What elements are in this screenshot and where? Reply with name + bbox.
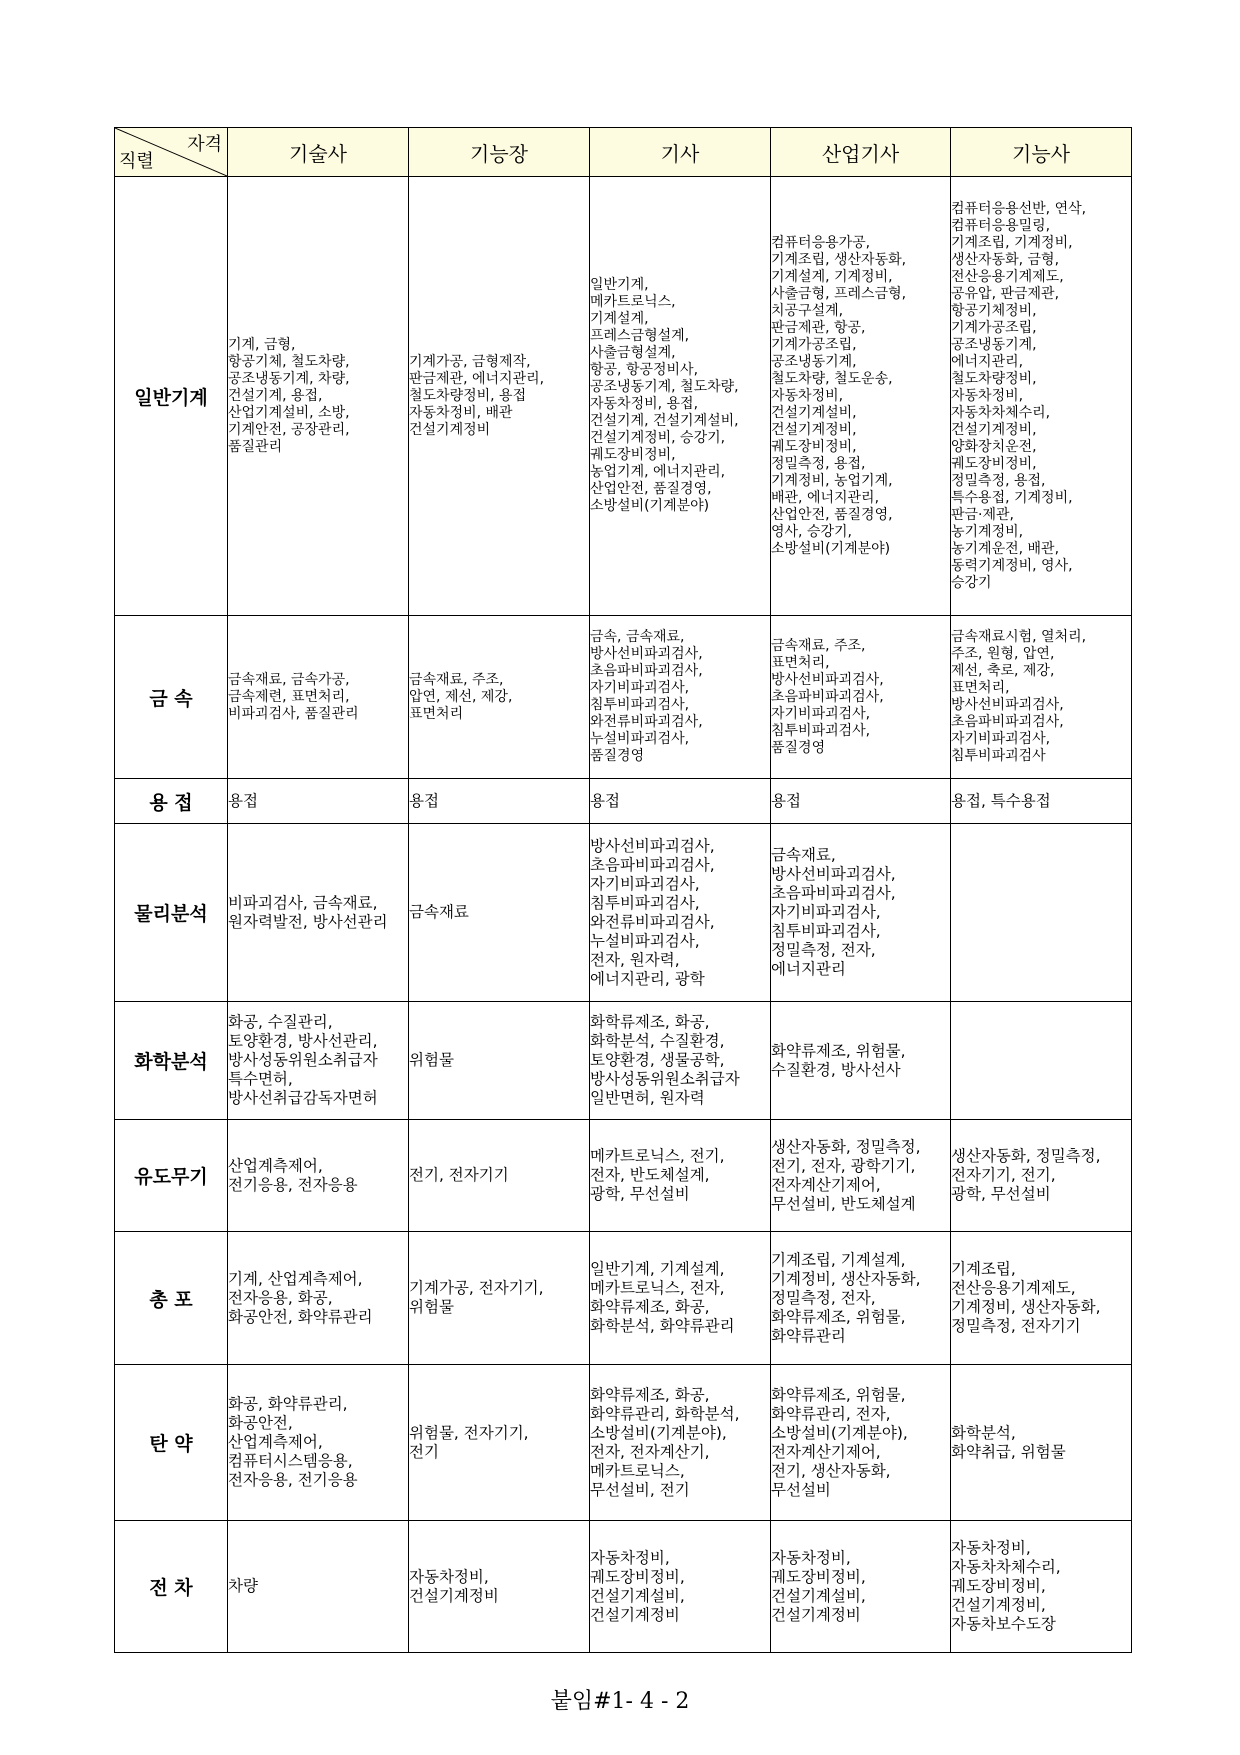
column-header-professional-engineer: 기술사 [228,128,409,177]
table-cell [409,1521,590,1653]
table-row [115,1120,1132,1232]
table-cell [771,1002,951,1120]
cell-text: 화공, 수질관리, 토양환경, 방사선관리, 방사성동위원소취급자 특수면허, 방사선취급감독자면허 [228,1013,378,1107]
table-cell [951,1521,1132,1653]
table-cell [951,1002,1132,1120]
cell-text: 용접, 특수용접 [951,791,1051,810]
cell-text: 용접 [771,791,801,810]
table-row [115,1365,1132,1521]
cell-text: 위험물 [409,1051,454,1069]
table-cell [771,1120,951,1232]
table-cell [228,1002,409,1120]
cell-text: 화약류제조, 위험물, 수질환경, 방사선사 [771,1041,906,1079]
cell-text: 기계조립, 기계설계, 기계정비, 생산자동화, 정밀측정, 전자, 화약류제조, 위험물, 화약류관리 [771,1250,921,1345]
page-number-footer: 붙임#1- 4 - 2 [550,1689,690,1714]
table-cell [409,1002,590,1120]
row-header: 화학분석 [115,1002,228,1120]
corner-header [115,128,228,177]
row-header: 일반기계 [115,177,228,616]
table-cell [590,779,771,824]
cell-text: 컴퓨터응용가공, 기계조립, 생산자동화, 기계설계, 기계정비, 사출금형, 프레스금형, 치공구설계, 판금제관, 항공, 기계가공조립, 공조냉동기계, 철도차량, 철도운송, 자동차정비, 건설기계설비, 건설기계정비, 궤도장비정비, 정밀측정, 용접, 기계정비, 농업기계, 배관, 에너지관리, 산업안전, 품질경영, 영사, 승강기, 소방설비(기계분야) [771,234,907,557]
table-cell [771,177,951,616]
table-cell [951,824,1132,1002]
cell-text: 금속재료, 주조, 표면처리, 방사선비파괴검사, 초음파비파괴검사, 자기비파괴검사, 침투비파괴검사, 품질경영 [771,637,884,756]
cell-text: 일반기계, 메카트로닉스, 기계설계, 프레스금형설계, 사출금형설계, 항공, 항공정비사, 공조냉동기계, 철도차량, 자동차정비, 용접, 건설기계, 건설기계설비, 건설기계정비, 승강기, 궤도장비정비, 농업기계, 에너지관리, 산업안전, 품질경영, 소방설비(기계분야) [590,277,739,514]
table-cell [228,616,409,779]
cell-text: 용접 [590,791,620,810]
table-cell [590,1365,771,1521]
cell-text: 화학류제조, 화공, 화학분석, 수질환경, 토양환경, 생물공학, 방사성동위원소취급자 일반면허, 원자력 [590,1013,740,1107]
column-header-industrial-engineer: 산업기사 [771,128,951,177]
table-cell [228,1120,409,1232]
cell-text: 자동차정비, 건설기계정비 [409,1567,499,1605]
row-header: 전 차 [115,1521,228,1653]
column-header-craftsman: 기능사 [951,128,1132,177]
table-cell [409,1120,590,1232]
table-cell [771,779,951,824]
table-cell [771,616,951,779]
cell-text: 금속재료, 금속가공, 금속제련, 표면처리, 비파괴검사, 품질관리 [228,671,359,722]
table-row [115,1002,1132,1120]
table-cell [951,1120,1132,1232]
cell-text: 일반기계, 기계설계, 메카트로닉스, 전자, 화약류제조, 화공, 화학분석, 화약류관리 [590,1260,735,1335]
table-cell [590,616,771,779]
cell-text: 방사선비파괴검사, 초음파비파괴검사, 자기비파괴검사, 침투비파괴검사, 와전류비파괴검사, 누설비파괴검사, 전자, 원자력, 에너지관리, 광학 [590,836,715,988]
cell-text: 금속재료 [409,903,469,921]
table-cell [771,824,951,1002]
column-header-master-craftsman: 기능장 [409,128,590,177]
cell-text: 자동차정비, 자동차차체수리, 궤도장비정비, 건설기계정비, 자동차보수도장 [951,1539,1061,1633]
table-cell [409,1232,590,1365]
cell-text: 산업계측제어, 전기응용, 전자응용 [228,1156,358,1194]
cell-text: 컴퓨터응용선반, 연삭, 컴퓨터응용밀링, 기계조립, 기계정비, 생산자동화, 금형, 전산응용기계제도, 공유압, 판금제관, 항공기체정비, 기계가공조립, 공조냉동기계, 에너지관리, 철도차량정비, 자동차정비, 자동차차체수리, 건설기계정비, 양화장치운전, 궤도장비정비, 정밀측정, 용접, 특수용접, 기계정비, 판금·제관, 농기계정비, 농기계운전, 배관, 동력기계정비, 영사, 승강기 [951,200,1087,591]
corner-label-series: 직렬 [119,151,154,172]
row-header: 총 포 [115,1232,228,1365]
row-header: 유도무기 [115,1120,228,1232]
cell-text: 메카트로닉스, 전기, 전자, 반도체설계, 광학, 무선설비 [590,1147,725,1203]
table-row [115,779,1132,824]
table-cell [951,1365,1132,1521]
cell-text: 금속재료, 주조, 압연, 제선, 제강, 표면처리 [409,671,513,722]
cell-text: 자동차정비, 궤도장비정비, 건설기계설비, 건설기계정비 [771,1548,866,1624]
table-cell [590,1521,771,1653]
corner-label-qualification: 자격 [187,134,222,155]
row-header: 용 접 [115,779,228,824]
row-header: 금 속 [115,616,228,779]
table-row [115,616,1132,779]
cell-text: 차량 [228,1577,258,1595]
table-cell [951,779,1132,824]
cell-text: 화약류제조, 위험물, 화약류관리, 전자, 소방설비(기계분야), 전자계산기제어, 전기, 생산자동화, 무선설비 [771,1385,908,1499]
table-cell [951,1232,1132,1365]
cell-text: 기계가공, 금형제작, 판금제관, 에너지관리, 철도차량정비, 용접 자동차정비, 배관 건설기계정비 [409,353,545,438]
cell-text: 비파괴검사, 금속재료, 원자력발전, 방사선관리 [228,893,388,931]
row-header: 물리분석 [115,824,228,1002]
column-header-engineer: 기사 [590,128,771,177]
cell-text: 화학분석, 화약취급, 위험물 [951,1423,1066,1461]
row-header: 탄 약 [115,1365,228,1521]
table-cell [228,1232,409,1365]
table-cell [590,824,771,1002]
table-cell [228,1365,409,1521]
table-cell [590,177,771,616]
cell-text: 생산자동화, 정밀측정, 전기, 전자, 광학기기, 전자계산기제어, 무선설비, 반도체설계 [771,1137,921,1213]
table-cell [409,1365,590,1521]
table-cell [951,177,1132,616]
cell-text: 전기, 전자기기 [409,1166,509,1184]
cell-text: 화공, 화약류관리, 화공안전, 산업계측제어, 컴퓨터시스템응용, 전자응용, 전기응용 [228,1395,358,1489]
table-cell [409,177,590,616]
table-cell [228,177,409,616]
cell-text: 기계가공, 전자기기, 위험물 [409,1279,544,1316]
table-cell [590,1120,771,1232]
table-cell [771,1232,951,1365]
table-cell [228,779,409,824]
table-row [115,1232,1132,1365]
table-cell [590,1002,771,1120]
table-cell [409,616,590,779]
table-row [115,1521,1132,1653]
cell-text: 자동차정비, 궤도장비정비, 건설기계설비, 건설기계정비 [590,1548,685,1624]
table-row [115,177,1132,616]
cell-text: 화약류제조, 화공, 화약류관리, 화학분석, 소방설비(기계분야), 전자, 전자계산기, 메카트로닉스, 무선설비, 전기 [590,1385,740,1499]
cell-text: 금속재료시험, 열처리, 주조, 원형, 압연, 제선, 축로, 제강, 표면처리, 방사선비파괴검사, 초음파비파괴검사, 자기비파괴검사, 침투비파괴검사 [951,629,1087,764]
cell-text: 기계, 금형, 항공기체, 철도차량, 공조냉동기계, 차량, 건설기계, 용접, 산업기계설비, 소방, 기계안전, 공장관리, 품질관리 [228,336,350,455]
table-cell [409,824,590,1002]
table-cell [228,1521,409,1653]
table-cell [951,616,1132,779]
cell-text: 금속, 금속재료, 방사선비파괴검사, 초음파비파괴검사, 자기비파괴검사, 침투비파괴검사, 와전류비파괴검사, 누설비파괴검사, 품질경영 [590,629,703,764]
cell-text: 기계조립, 전산응용기계제도, 기계정비, 생산자동화, 정밀측정, 전자기기 [951,1260,1101,1335]
cell-text: 금속재료, 방사선비파괴검사, 초음파비파괴검사, 자기비파괴검사, 침투비파괴검사, 정밀측정, 전자, 에너지관리 [771,846,896,978]
cell-text: 생산자동화, 정밀측정, 전자기기, 전기, 광학, 무선설비 [951,1147,1101,1203]
table-cell [409,779,590,824]
header-row [115,128,1132,177]
qualification-table [114,127,1132,1653]
table-cell [228,824,409,1002]
cell-text: 기계, 산업계측제어, 전자응용, 화공, 화공안전, 화약류관리 [228,1269,373,1326]
cell-text: 용접 [228,791,258,810]
table-row [115,824,1132,1002]
cell-text: 위험물, 전자기기, 전기 [409,1423,529,1461]
cell-text: 용접 [409,791,439,810]
table-cell [590,1232,771,1365]
table-cell [771,1365,951,1521]
table-cell [771,1521,951,1653]
